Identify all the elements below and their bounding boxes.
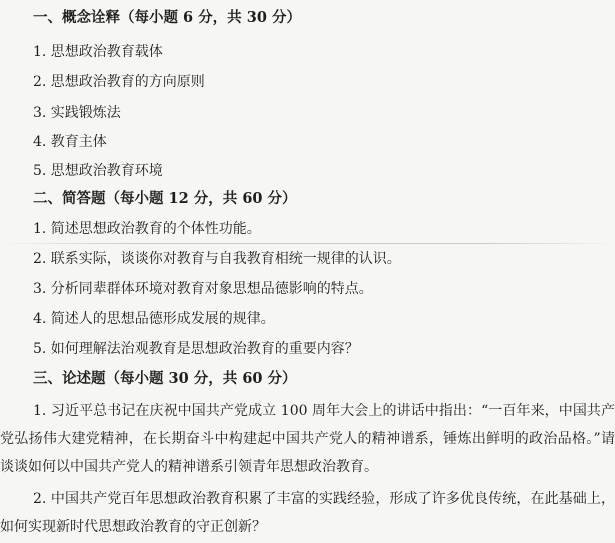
section-heading-essay: 三、论述题（每小题 30 分，共 60 分） <box>33 370 297 387</box>
question-item: 1. 简述思想政治教育的个体性功能。 <box>33 221 261 237</box>
question-item: 3. 实践锻炼法 <box>33 105 121 121</box>
essay-question-text: 2. 中国共产党百年思想政治教育积累了丰富的实践经验，形成了许多优良传统，在此基础上，如何实现新时代思想政治教育的守正创新？ <box>0 491 615 535</box>
section-heading-concepts: 一、概念诠释（每小题 6 分，共 30 分） <box>33 9 301 26</box>
question-item: 3. 分析同辈群体环境对教育对象思想品德影响的特点。 <box>33 281 373 297</box>
paper-fold-line <box>0 243 615 244</box>
question-item: 5. 如何理解法治观教育是思想政治教育的重要内容？ <box>33 341 359 357</box>
question-item: 5. 思想政治教育环境 <box>33 163 163 179</box>
question-item: 4. 简述人的思想品德形成发展的规律。 <box>33 311 275 327</box>
question-item: 2. 思想政治教育的方向原则 <box>33 74 205 90</box>
essay-question <box>0 397 615 481</box>
question-item: 1. 思想政治教育载体 <box>33 44 163 60</box>
essay-question <box>0 485 615 541</box>
question-item: 4. 教育主体 <box>33 134 107 150</box>
section-heading-short-answer: 二、简答题（每小题 12 分，共 60 分） <box>33 190 297 207</box>
question-item: 2. 联系实际，谈谈你对教育与自我教育相统一规律的认识。 <box>33 251 401 267</box>
essay-question-text: 1. 习近平总书记在庆祝中国共产党成立 100 周年大会上的讲话中指出：“一百年来，中国共产党弘扬伟大建党精神，在长期奋斗中构建起中国共产党人的精神谱系，锤炼出鲜明的政治品格。”请谈谈如何以中国共产党人的精神谱系引领青年思想政治教育。 <box>0 403 615 475</box>
